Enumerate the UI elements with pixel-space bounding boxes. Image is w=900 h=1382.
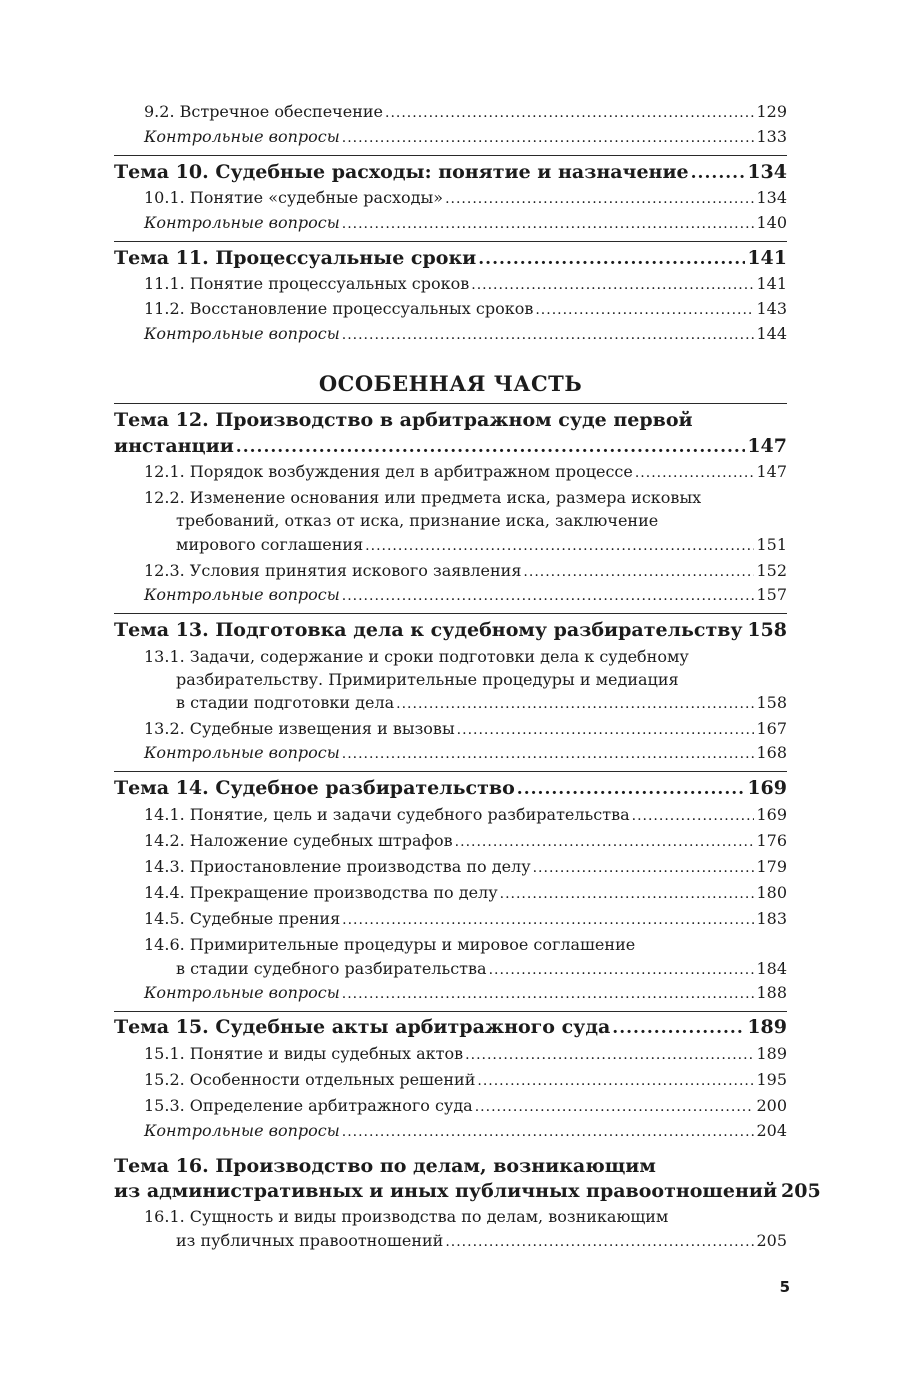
toc-entry[interactable] — [144, 981, 787, 1005]
toc-page-number: 184 — [756, 959, 787, 978]
toc-leader-dots — [342, 982, 755, 1006]
toc-entry[interactable] — [144, 125, 787, 149]
toc-page-number: 200 — [756, 1096, 787, 1115]
toc-entry[interactable] — [144, 1094, 787, 1118]
toc-entry[interactable] — [114, 158, 787, 186]
toc-page-number: 168 — [756, 743, 787, 762]
toc-entry-title: 14.2. Наложение судебных штрафов — [144, 831, 453, 850]
toc-entry-title: 10.1. Понятие «судебные расходы» — [144, 188, 444, 207]
toc-entry[interactable] — [176, 691, 787, 715]
toc-entry[interactable] — [144, 211, 787, 235]
section-title: ОСОБЕННАЯ ЧАСТЬ — [318, 371, 583, 396]
toc-entry[interactable] — [144, 907, 787, 931]
divider — [114, 771, 787, 772]
toc-leader-dots — [745, 617, 746, 645]
toc-leader-dots — [500, 882, 755, 906]
toc-entry-title: из публичных правоотношений — [176, 1231, 444, 1250]
toc-entry-title-line[interactable]: разбирательству. Примирительные процедуры и медиация — [176, 670, 679, 689]
toc-leader-dots — [635, 461, 755, 485]
toc-entry-title: Контрольные вопросы — [144, 324, 340, 343]
toc-entry-title: в стадии судебного разбирательства — [176, 959, 487, 978]
toc-entry[interactable] — [144, 322, 787, 346]
toc-page-number: 195 — [756, 1070, 787, 1089]
toc-leader-dots — [612, 1014, 745, 1042]
toc-entry-title: из административных и иных публичных правоотношений — [114, 1180, 778, 1202]
toc-page-number: 183 — [756, 909, 787, 928]
toc-entry[interactable] — [144, 829, 787, 853]
toc-entry-title: 15.3. Определение арбитражного суда — [144, 1096, 473, 1115]
toc-entry-title-line[interactable]: 16.1. Сущность и виды производства по делам, возникающим — [144, 1207, 669, 1226]
toc-leader-dots — [455, 830, 755, 854]
toc-entry[interactable] — [114, 774, 787, 802]
toc-entry-title-line[interactable]: 14.6. Примирительные процедуры и мировое соглашение — [144, 935, 636, 954]
page-number: 5 — [779, 1278, 790, 1296]
toc-page-number: 189 — [747, 1016, 787, 1038]
toc-entry-title-line[interactable]: требований, отказ от иска, признание иска, заключение — [176, 511, 659, 530]
toc-entry-title: Контрольные вопросы — [144, 213, 340, 232]
toc-leader-dots — [517, 775, 746, 803]
toc-leader-dots — [342, 126, 755, 150]
toc-leader-dots — [489, 958, 755, 982]
toc-entry[interactable] — [144, 272, 787, 296]
divider — [114, 613, 787, 614]
toc-entry-title: 14.1. Понятие, цель и задачи судебного разбирательства — [144, 805, 630, 824]
toc-entry[interactable] — [144, 717, 787, 741]
toc-page-number: 167 — [756, 719, 787, 738]
toc-entry-title: Контрольные вопросы — [144, 983, 340, 1002]
toc-entry-title-line[interactable]: Тема 12. Производство в арбитражном суде первой — [114, 409, 693, 431]
toc-page-number: 141 — [756, 274, 787, 293]
toc-entry-title: 15.1. Понятие и виды судебных актов — [144, 1044, 464, 1063]
toc-entry-title: 11.2. Восстановление процессуальных сроков — [144, 299, 534, 318]
toc-entry-title: Контрольные вопросы — [144, 1121, 340, 1140]
toc-entry[interactable] — [144, 881, 787, 905]
toc-entry-title-line[interactable]: Тема 16. Производство по делам, возникающим — [114, 1155, 656, 1177]
toc-leader-dots — [477, 1069, 754, 1093]
toc-page-number: 140 — [756, 213, 787, 232]
toc-entry-title: 15.2. Особенности отдельных решений — [144, 1070, 476, 1089]
toc-page-number: 188 — [756, 983, 787, 1002]
toc-entry[interactable] — [144, 186, 787, 210]
toc-leader-dots — [457, 718, 755, 742]
divider — [114, 1011, 787, 1012]
toc-entry-title: 9.2. Встречное обеспечение — [144, 102, 383, 121]
toc-leader-dots — [632, 804, 755, 828]
toc-entry-title: 14.5. Судебные прения — [144, 909, 341, 928]
toc-leader-dots — [236, 433, 746, 461]
toc-leader-dots — [445, 1230, 754, 1254]
toc-page-number: 179 — [756, 857, 787, 876]
toc-entry[interactable] — [114, 432, 787, 460]
toc-entry-title: 12.1. Порядок возбуждения дел в арбитражном процессе — [144, 462, 633, 481]
toc-leader-dots — [342, 584, 755, 608]
toc-leader-dots — [342, 742, 755, 766]
toc-leader-dots — [445, 187, 754, 211]
divider — [114, 241, 787, 242]
toc-page-number: 147 — [756, 462, 787, 481]
toc-page-number: 169 — [756, 805, 787, 824]
toc-entry[interactable] — [114, 1177, 821, 1205]
toc-leader-dots — [471, 273, 754, 297]
toc-entry-title: 14.3. Приостановление производства по делу — [144, 857, 531, 876]
toc-leader-dots — [465, 1043, 754, 1067]
table-of-contents — [114, 0, 821, 1300]
toc-entry[interactable] — [114, 616, 787, 644]
toc-page-number: 147 — [747, 435, 787, 457]
divider — [114, 403, 787, 404]
toc-entry[interactable] — [114, 1013, 787, 1041]
toc-entry-title-line[interactable]: 13.1. Задачи, содержание и сроки подготовки дела к судебному — [144, 647, 689, 666]
toc-entry[interactable] — [144, 1119, 787, 1143]
toc-entry[interactable] — [144, 803, 787, 827]
toc-page-number: 141 — [747, 247, 787, 269]
toc-page-number: 133 — [756, 127, 787, 146]
toc-page-number: 143 — [756, 299, 787, 318]
toc-page-number: 157 — [756, 585, 787, 604]
toc-page-number: 152 — [756, 561, 787, 580]
toc-entry[interactable] — [144, 559, 787, 583]
toc-page-number: 134 — [756, 188, 787, 207]
toc-leader-dots — [396, 692, 754, 716]
toc-leader-dots — [535, 298, 754, 322]
toc-leader-dots — [342, 908, 754, 932]
toc-page-number: 189 — [756, 1044, 787, 1063]
toc-leader-dots — [342, 212, 755, 236]
toc-leader-dots — [365, 534, 754, 558]
toc-leader-dots — [385, 101, 754, 125]
toc-entry[interactable] — [144, 100, 787, 124]
toc-entry-title: мирового соглашения — [176, 535, 364, 554]
toc-entry[interactable] — [176, 1229, 787, 1253]
toc-entry-title: Тема 10. Судебные расходы: понятие и назначение — [114, 161, 689, 183]
toc-entry[interactable] — [176, 957, 787, 981]
toc-leader-dots — [533, 856, 755, 880]
toc-entry[interactable] — [144, 460, 787, 484]
toc-entry[interactable] — [114, 244, 787, 272]
toc-entry-title: Контрольные вопросы — [144, 127, 340, 146]
toc-page-number: 180 — [756, 883, 787, 902]
toc-page-number: 205 — [756, 1231, 787, 1250]
toc-page-number: 169 — [747, 777, 787, 799]
toc-entry[interactable] — [144, 1042, 787, 1066]
toc-leader-dots — [691, 159, 746, 187]
toc-entry-title: 14.4. Прекращение производства по делу — [144, 883, 498, 902]
toc-entry-title: Тема 13. Подготовка дела к судебному разбирательству — [114, 619, 743, 641]
toc-leader-dots — [342, 1120, 755, 1144]
toc-entry[interactable] — [176, 533, 787, 557]
toc-entry-title: Тема 14. Судебное разбирательство — [114, 777, 515, 799]
toc-entry[interactable] — [144, 855, 787, 879]
toc-page-number: 134 — [747, 161, 787, 183]
toc-entry-title: Контрольные вопросы — [144, 743, 340, 762]
toc-entry-title-line[interactable]: 12.2. Изменение основания или предмета иска, размера исковых — [144, 488, 702, 507]
toc-leader-dots — [342, 323, 755, 347]
toc-entry[interactable] — [144, 583, 787, 607]
toc-entry-title: 12.3. Условия принятия искового заявления — [144, 561, 522, 580]
toc-entry-title: Контрольные вопросы — [144, 585, 340, 604]
toc-leader-dots — [478, 245, 745, 273]
toc-entry-title: Тема 11. Процессуальные сроки — [114, 247, 477, 269]
toc-page-number: 205 — [781, 1180, 821, 1202]
toc-page-number: 144 — [756, 324, 787, 343]
divider — [114, 155, 787, 156]
toc-page-number: 158 — [747, 619, 787, 641]
toc-entry[interactable] — [144, 1068, 787, 1092]
toc-entry-title: в стадии подготовки дела — [176, 693, 395, 712]
toc-page-number: 151 — [756, 535, 787, 554]
toc-entry-title: Тема 15. Судебные акты арбитражного суда — [114, 1016, 611, 1038]
toc-entry-title: инстанции — [114, 435, 234, 457]
toc-page-number: 204 — [756, 1121, 787, 1140]
toc-entry-title: 11.1. Понятие процессуальных сроков — [144, 274, 470, 293]
toc-page-number: 129 — [756, 102, 787, 121]
toc-entry-title: 13.2. Судебные извещения и вызовы — [144, 719, 455, 738]
toc-leader-dots — [523, 560, 754, 584]
toc-leader-dots — [475, 1095, 755, 1119]
toc-entry[interactable] — [144, 297, 787, 321]
toc-page-number: 158 — [756, 693, 787, 712]
toc-page-number: 176 — [756, 831, 787, 850]
toc-entry[interactable] — [144, 741, 787, 765]
